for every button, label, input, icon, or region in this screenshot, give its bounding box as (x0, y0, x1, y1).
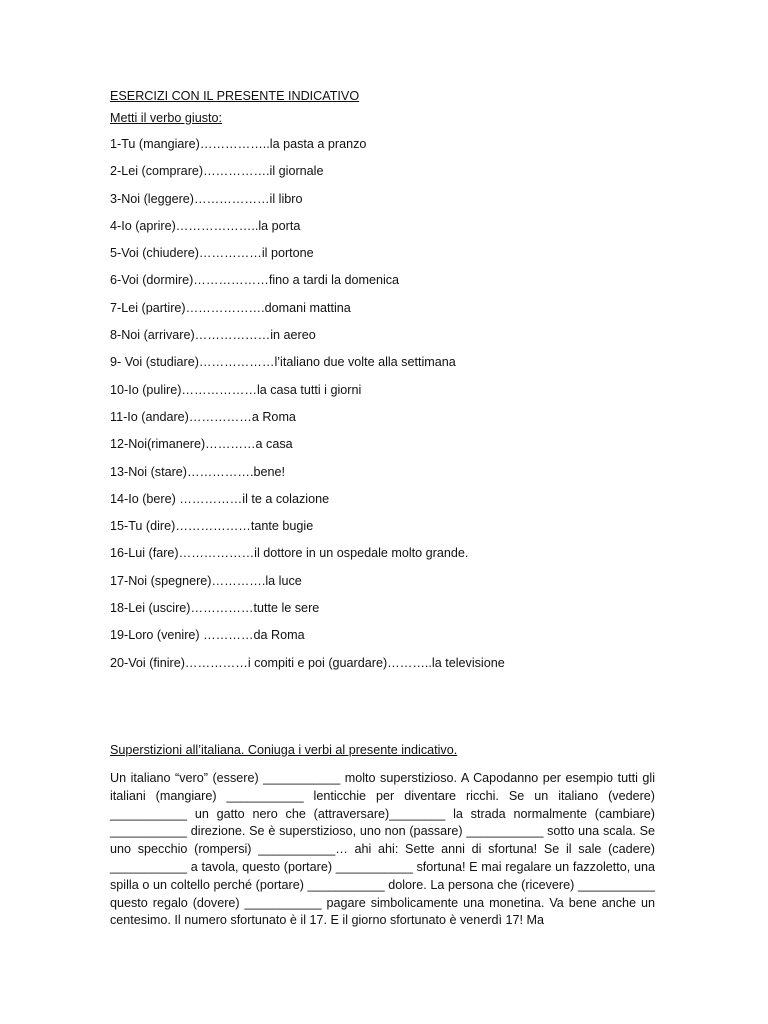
superstition-title: Superstizioni all’italiana. Coniuga i verbi al presente indicativo. (110, 743, 458, 757)
exercise-item-8: 8-Noi (arrivare)………………in aereo (110, 328, 316, 343)
exercise-item-12: 12-Noi(rimanere)…………a casa (110, 437, 293, 452)
exercise-item-1: 1-Tu (mangiare)……………..la pasta a pranzo (110, 137, 367, 151)
exercise-list (110, 136, 660, 682)
exercise-instruction: Metti il verbo giusto: (110, 111, 222, 125)
exercise-item-15: 15-Tu (dire)………………tante bugie (110, 519, 314, 534)
superstition-paragraph: Un italiano “vero” (essere) ___________ molto superstizioso. A Capodanno per esempio tutti gli italiani (mangiare) ___________ lenticchie per diventare ricchi. Se un italiano (vedere) ___________ un gatto nero che (attraversare)________ la strada normalmente (cambiare) ___________ direzione. Se è superstizioso, uno non (passare) ___________ sotto una scala. Se uno specchio (rompersi) ___________… ahi ahi: Sette anni di sfortuna! Se il sale (cadere) ___________ a tavola, questo (portare) ___________ sfortuna! E mai regalare un fazzoletto, una spilla o un coltello perché (portare) ___________ dolore. La persona che (ricevere) ___________ questo regalo (dovere) ___________ pagare simbolicamente una monetina. Va bene anche un centesimo. Il numero sfortunato è il 17. E il giorno sfortunato è venerdì 17! Ma (110, 771, 655, 928)
exercise-item-14: 14-Io (bere) ……………il te a colazione (110, 491, 330, 506)
exercise-item-2: 2-Lei (comprare)…………….il giornale (110, 164, 324, 179)
exercise-item-17: 17-Noi (spegnere)………….la luce (110, 573, 302, 588)
exercise-item-18: 18-Lei (uscire)……………tutte le sere (110, 601, 320, 616)
exercise-item-7: 7-Lei (partire)……………….domani mattina (110, 300, 351, 315)
superstition-section (110, 742, 655, 930)
exercise-item-5: 5-Voi (chiudere)……………il portone (110, 246, 314, 261)
exercise-item-16: 16-Lui (fare)………………il dottore in un ospedale molto grande. (110, 546, 469, 561)
exercise-item-20: 20-Voi (finire)……………i compiti e poi (guardare)………..la televisione (110, 655, 505, 670)
exercise-item-10: 10-Io (pulire)………………la casa tutti i giorni (110, 382, 362, 397)
exercise-item-13: 13-Noi (stare)…………….bene! (110, 464, 285, 479)
exercise-item-11: 11-Io (andare)……………a Roma (110, 409, 296, 424)
exercise-item-19: 19-Loro (venire) …………da Roma (110, 628, 305, 643)
exercise-item-3: 3-Noi (leggere)………………il libro (110, 191, 303, 206)
exercise-item-4: 4-Io (aprire)………………..la porta (110, 218, 301, 233)
exercise-item-9: 9- Voi (studiare)………………l’italiano due volte alla settimana (110, 355, 456, 370)
exercise-item-6: 6-Voi (dormire)………………fino a tardi la domenica (110, 273, 400, 288)
exercise-section (110, 88, 660, 682)
exercise-title: ESERCIZI CON IL PRESENTE INDICATIVO (110, 89, 360, 103)
